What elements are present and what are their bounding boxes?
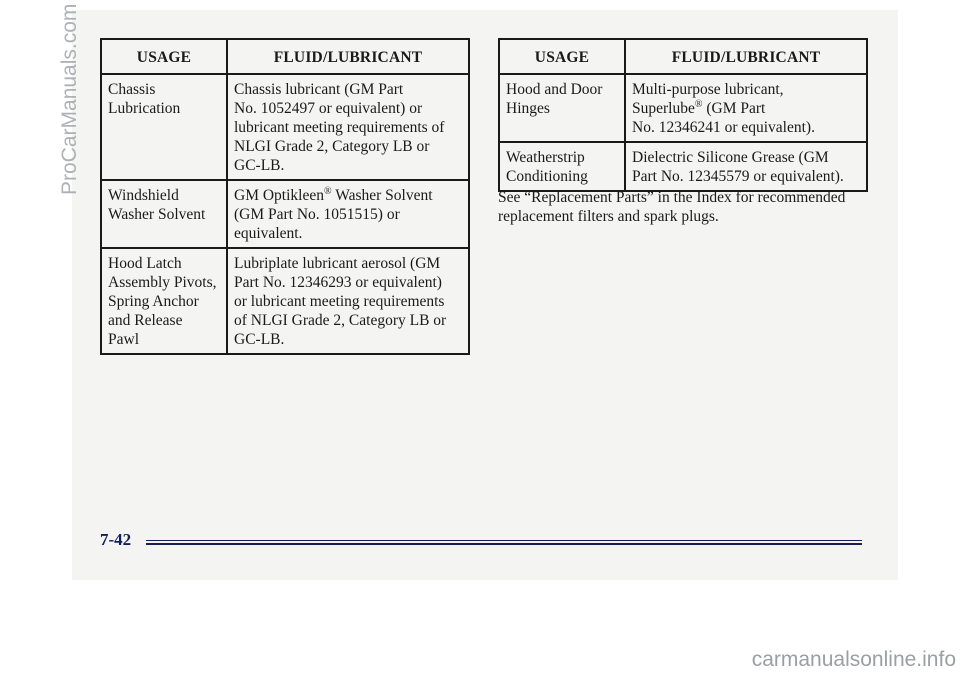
lubricant-line: Lubriplate lubricant aerosol (GM — [234, 255, 441, 272]
table-row — [101, 180, 469, 248]
registered-mark: ® — [323, 185, 332, 197]
replacement-parts-note — [498, 188, 870, 226]
usage-line: Hood and Door — [506, 81, 603, 98]
lubricant-cell — [227, 248, 469, 354]
lubricant-line: GC-LB. — [234, 331, 285, 348]
footer-rule — [146, 540, 862, 541]
usage-line: Chassis — [108, 81, 156, 98]
lubricant-cell — [227, 74, 469, 180]
lubricant-line: No. 12346241 or equivalent). — [632, 119, 815, 136]
side-watermark-text: ProCarManuals.com — [58, 3, 81, 195]
usage-line: Assembly Pivots, — [108, 274, 217, 291]
lubricant-line: (GM Part No. 1051515) or — [234, 206, 400, 223]
usage-line: Lubrication — [108, 100, 181, 117]
usage-line: Weatherstrip — [506, 149, 585, 166]
usage-cell — [101, 180, 227, 248]
lubricant-line: No. 1052497 or equivalent) or — [234, 100, 423, 117]
note-line: replacement filters and spark plugs. — [498, 208, 719, 225]
usage-line: Windshield — [108, 187, 179, 204]
lubricant-header: FLUID/LUBRICANT — [227, 39, 469, 74]
usage-line: Hood Latch — [108, 255, 182, 272]
lubricant-line: equivalent. — [234, 225, 303, 242]
lubricant-line: GC-LB. — [234, 157, 285, 174]
usage-cell — [499, 142, 625, 191]
usage-line: Washer Solvent — [108, 206, 206, 223]
lubricant-line: Dielectric Silicone Grease (GM — [632, 149, 829, 166]
table-row — [101, 74, 469, 180]
usage-line: Pawl — [108, 331, 139, 348]
lubricant-table-right — [498, 38, 868, 192]
lubricant-line: NLGI Grade 2, Category LB or — [234, 138, 430, 155]
lubricant-text: Superlube — [632, 100, 695, 117]
table-header-row — [101, 39, 469, 74]
bottom-watermark: carmanualsonline.info — [751, 648, 956, 671]
lubricant-line — [632, 99, 860, 118]
lubricant-table-left — [100, 38, 470, 355]
lubricant-cell — [625, 74, 867, 142]
lubricant-text: Washer Solvent — [331, 187, 433, 204]
usage-line: Spring Anchor — [108, 293, 199, 310]
page-number: 7-42 — [100, 530, 132, 549]
table-row — [101, 248, 469, 354]
lubricant-cell — [625, 142, 867, 191]
usage-line: Conditioning — [506, 168, 588, 185]
table-row — [499, 142, 867, 191]
lubricant-line: lubricant meeting requirements of — [234, 119, 445, 136]
lubricant-text: GM Optikleen — [234, 187, 324, 204]
lubricant-line: Part No. 12346293 or equivalent) — [234, 274, 442, 291]
lubricant-text: (GM Part — [702, 100, 766, 117]
registered-mark: ® — [694, 98, 703, 110]
lubricant-header: FLUID/LUBRICANT — [625, 39, 867, 74]
lubricant-line: or lubricant meeting requirements — [234, 293, 445, 310]
usage-header: USAGE — [101, 39, 227, 74]
usage-header: USAGE — [499, 39, 625, 74]
lubricant-line: Multi-purpose lubricant, — [632, 81, 784, 98]
table-header-row — [499, 39, 867, 74]
usage-cell — [101, 74, 227, 180]
lubricant-line: of NLGI Grade 2, Category LB or — [234, 312, 447, 329]
usage-cell — [499, 74, 625, 142]
note-line: See “Replacement Parts” in the Index for recommended — [498, 189, 846, 206]
usage-cell — [101, 248, 227, 354]
usage-line: and Release — [108, 312, 183, 329]
lubricant-cell — [227, 180, 469, 248]
lubricant-line — [234, 186, 462, 205]
lubricant-line: Part No. 12345579 or equivalent). — [632, 168, 844, 185]
footer-rule — [146, 543, 862, 545]
table-row — [499, 74, 867, 142]
usage-line: Hinges — [506, 100, 550, 117]
lubricant-line: Chassis lubricant (GM Part — [234, 81, 404, 98]
